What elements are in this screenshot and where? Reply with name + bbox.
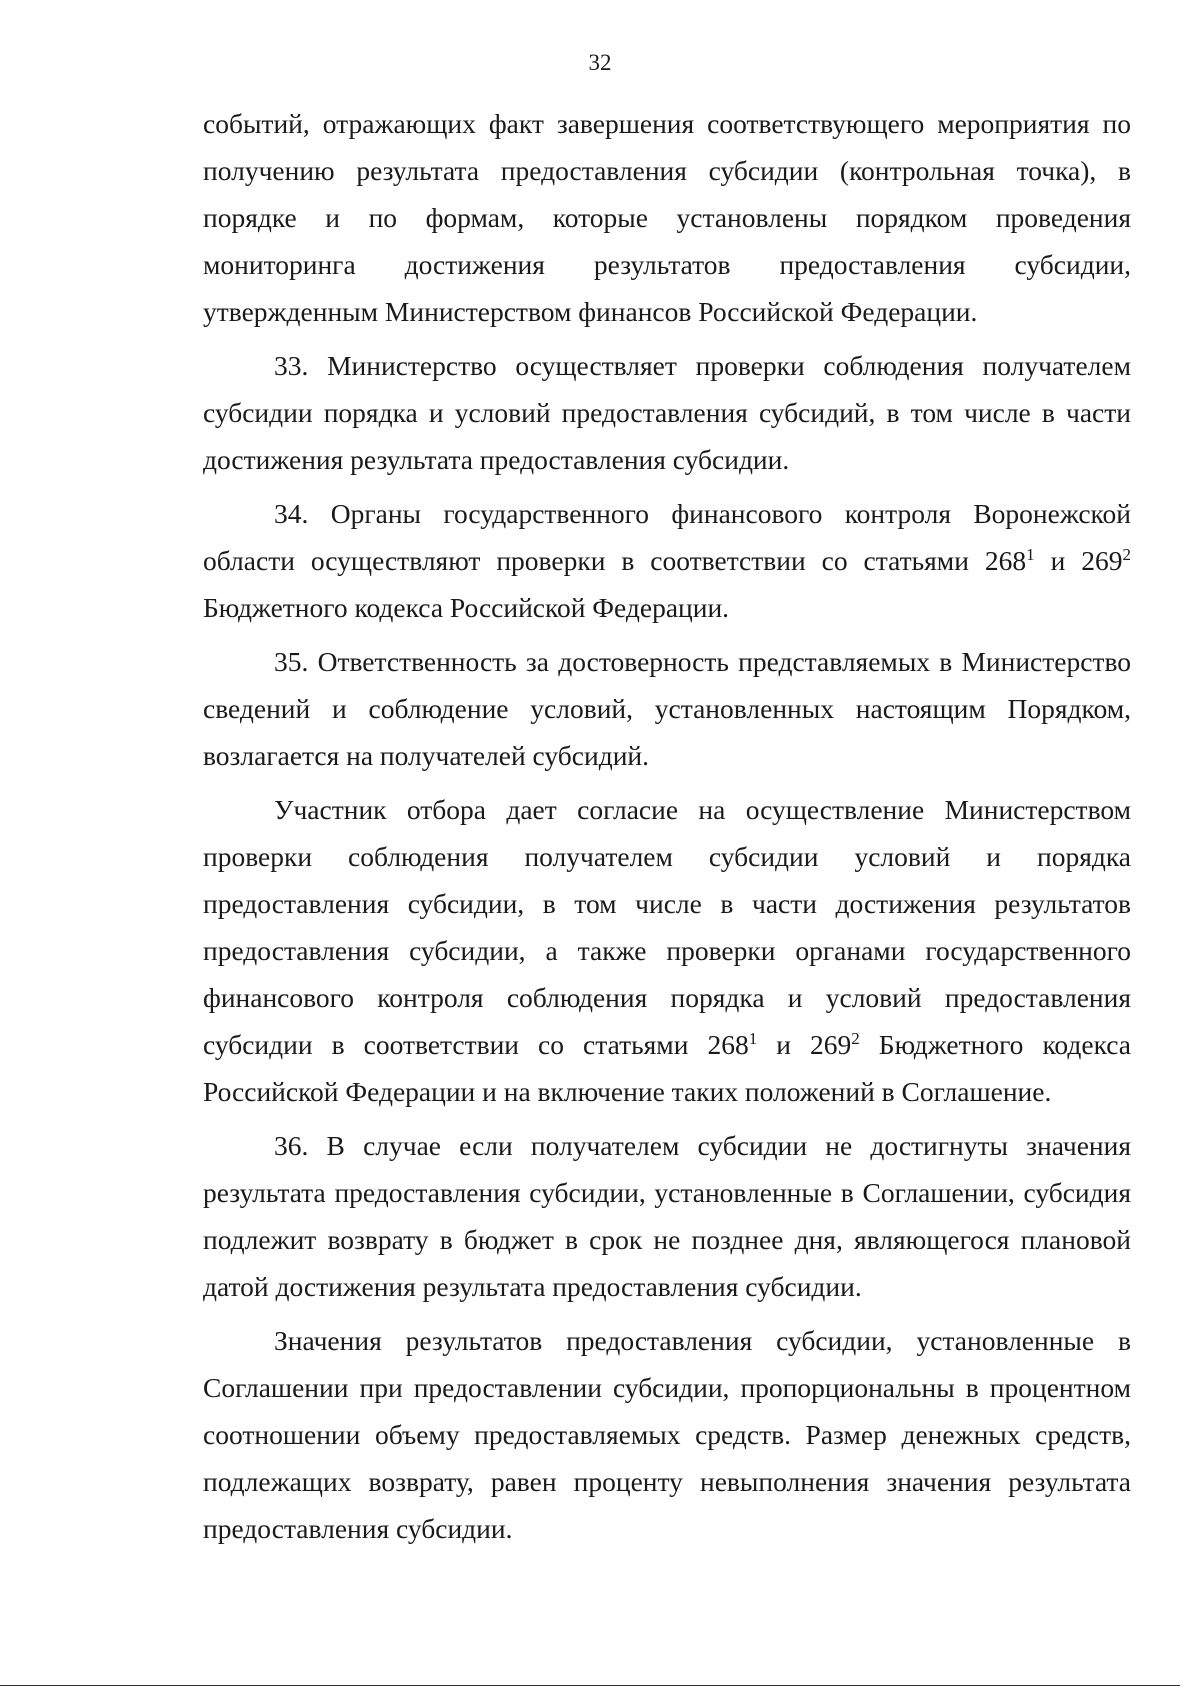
paragraph-33 <box>203 342 1131 483</box>
paragraph-text: Бюджетного кодекса Российской Федерации. <box>203 592 730 623</box>
paragraph-text: событий, отражающих факт завершения соответствующего мероприятия по получению результата предоставления субсидии (контрольная точка), в порядке и по формам, которые установлены порядком проведения мониторинга достижения результатов предоставления субсидии, утвержденным Министерством финансов Российской Федерации. <box>203 108 1131 327</box>
paragraph-text: и 269 <box>757 1029 852 1060</box>
paragraph-text: 35. Ответственность за достоверность представляемых в Министерство сведений и соблюдение условий, установленных настоящим Порядком, возлагается на получателей субсидий. <box>203 646 1131 771</box>
document-body <box>203 100 1131 1559</box>
superscript: 2 <box>851 1029 860 1048</box>
paragraph-text: 36. В случае если получателем субсидии не достигнуты значения результата предоставления субсидии, установленные в Соглашении, субсидия подлежит возврату в бюджет в срок не позднее дня, являющегося плановой датой достижения результата предоставления субсидии. <box>203 1130 1131 1302</box>
paragraph-text: и 269 <box>1034 545 1123 576</box>
paragraph-text: 33. Министерство осуществляет проверки соблюдения получателем субсидии порядка и условий предоставления субсидий, в том числе в части достижения результата предоставления субсидии. <box>203 350 1131 475</box>
paragraph-35 <box>203 638 1131 779</box>
paragraph-text: 34. Органы государственного финансового контроля Воронежской области осуществляют проверки в соответствии со статьями 268 <box>203 498 1131 576</box>
paragraph-34 <box>203 490 1131 631</box>
superscript: 1 <box>1026 545 1035 564</box>
footer-divider <box>0 1685 1180 1686</box>
superscript: 2 <box>1122 545 1132 564</box>
paragraph-monitoring-events <box>203 100 1131 335</box>
paragraph-36 <box>203 1122 1131 1310</box>
paragraph-text: Участник отбора дает согласие на осуществление Министерством проверки соблюдения получателем субсидии условий и порядка предоставления субсидии, в том числе в части достижения результатов предоставления субсидии, а также проверки органами государственного финансового контроля соблюдения порядка и условий предоставления субсидии в соответствии со статьями 268 <box>203 794 1131 1060</box>
paragraph-text: Значения результатов предоставления субсидии, установленные в Соглашении при предоставлении субсидии, пропорциональны в процентном соотношении объему предоставляемых средств. Размер денежных средств, подлежащих возврату, равен проценту невыполнения значения результата предоставления субсидии. <box>203 1325 1131 1544</box>
superscript: 1 <box>748 1029 758 1048</box>
paragraph-text: Бюджетного кодекса Российской Федерации и на включение таких положений в Соглашение. <box>203 1029 1131 1107</box>
paragraph-result-values <box>203 1317 1131 1552</box>
paragraph-selection-participant-consent <box>203 786 1131 1115</box>
page-number: 32 <box>588 50 612 75</box>
